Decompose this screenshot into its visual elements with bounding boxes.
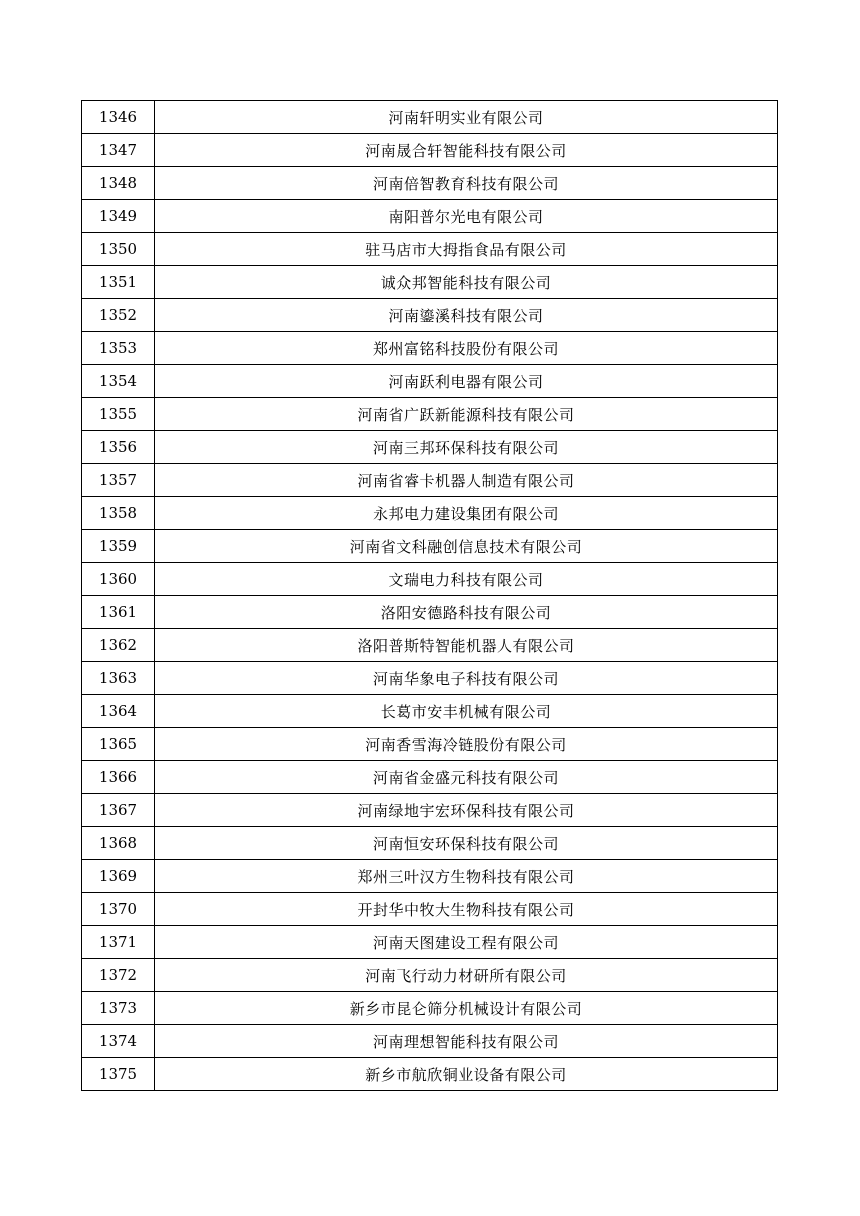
table-row	[82, 695, 778, 728]
row-number-cell: 1363	[82, 662, 155, 695]
company-name-cell: 郑州三叶汉方生物科技有限公司	[155, 860, 778, 893]
table-row	[82, 1058, 778, 1091]
company-list-table	[81, 100, 778, 1091]
table-row	[82, 233, 778, 266]
company-name-cell: 河南飞行动力材研所有限公司	[155, 959, 778, 992]
company-name-cell: 河南三邦环保科技有限公司	[155, 431, 778, 464]
company-name-cell: 河南省文科融创信息技术有限公司	[155, 530, 778, 563]
table-row	[82, 926, 778, 959]
table-row	[82, 893, 778, 926]
row-number-cell: 1369	[82, 860, 155, 893]
table-row	[82, 596, 778, 629]
table-row	[82, 761, 778, 794]
row-number-cell: 1368	[82, 827, 155, 860]
row-number-cell: 1370	[82, 893, 155, 926]
table-row	[82, 134, 778, 167]
company-list-body	[82, 101, 778, 1091]
company-name-cell: 河南天图建设工程有限公司	[155, 926, 778, 959]
company-name-cell: 河南鎏溪科技有限公司	[155, 299, 778, 332]
row-number-cell: 1350	[82, 233, 155, 266]
row-number-cell: 1371	[82, 926, 155, 959]
row-number-cell: 1352	[82, 299, 155, 332]
company-name-cell: 永邦电力建设集团有限公司	[155, 497, 778, 530]
company-name-cell: 河南理想智能科技有限公司	[155, 1025, 778, 1058]
table-row	[82, 728, 778, 761]
company-name-cell: 诚众邦智能科技有限公司	[155, 266, 778, 299]
company-name-cell: 开封华中牧大生物科技有限公司	[155, 893, 778, 926]
table-row	[82, 167, 778, 200]
table-row	[82, 299, 778, 332]
row-number-cell: 1367	[82, 794, 155, 827]
company-name-cell: 河南省金盛元科技有限公司	[155, 761, 778, 794]
table-row	[82, 332, 778, 365]
table-row	[82, 200, 778, 233]
table-row	[82, 497, 778, 530]
table-row	[82, 992, 778, 1025]
company-name-cell: 河南华象电子科技有限公司	[155, 662, 778, 695]
row-number-cell: 1359	[82, 530, 155, 563]
company-name-cell: 河南倍智教育科技有限公司	[155, 167, 778, 200]
row-number-cell: 1356	[82, 431, 155, 464]
table-row	[82, 398, 778, 431]
row-number-cell: 1347	[82, 134, 155, 167]
company-name-cell: 河南轩明实业有限公司	[155, 101, 778, 134]
row-number-cell: 1374	[82, 1025, 155, 1058]
row-number-cell: 1372	[82, 959, 155, 992]
company-name-cell: 河南恒安环保科技有限公司	[155, 827, 778, 860]
row-number-cell: 1346	[82, 101, 155, 134]
company-name-cell: 南阳普尔光电有限公司	[155, 200, 778, 233]
row-number-cell: 1357	[82, 464, 155, 497]
table-row	[82, 629, 778, 662]
company-name-cell: 新乡市航欣铜业设备有限公司	[155, 1058, 778, 1091]
table-row	[82, 860, 778, 893]
table-row	[82, 266, 778, 299]
company-name-cell: 长葛市安丰机械有限公司	[155, 695, 778, 728]
table-row	[82, 464, 778, 497]
row-number-cell: 1375	[82, 1058, 155, 1091]
row-number-cell: 1354	[82, 365, 155, 398]
table-row	[82, 101, 778, 134]
company-name-cell: 河南晟合轩智能科技有限公司	[155, 134, 778, 167]
row-number-cell: 1364	[82, 695, 155, 728]
table-row	[82, 365, 778, 398]
company-name-cell: 新乡市昆仑筛分机械设计有限公司	[155, 992, 778, 1025]
table-row	[82, 662, 778, 695]
row-number-cell: 1373	[82, 992, 155, 1025]
row-number-cell: 1358	[82, 497, 155, 530]
table-row	[82, 431, 778, 464]
row-number-cell: 1349	[82, 200, 155, 233]
company-name-cell: 河南香雪海冷链股份有限公司	[155, 728, 778, 761]
company-name-cell: 文瑞电力科技有限公司	[155, 563, 778, 596]
row-number-cell: 1366	[82, 761, 155, 794]
row-number-cell: 1353	[82, 332, 155, 365]
company-name-cell: 洛阳普斯特智能机器人有限公司	[155, 629, 778, 662]
company-name-cell: 河南省广跃新能源科技有限公司	[155, 398, 778, 431]
table-row	[82, 530, 778, 563]
row-number-cell: 1362	[82, 629, 155, 662]
table-row	[82, 827, 778, 860]
table-row	[82, 959, 778, 992]
company-name-cell: 河南绿地宇宏环保科技有限公司	[155, 794, 778, 827]
row-number-cell: 1355	[82, 398, 155, 431]
table-row	[82, 794, 778, 827]
row-number-cell: 1361	[82, 596, 155, 629]
company-name-cell: 驻马店市大拇指食品有限公司	[155, 233, 778, 266]
row-number-cell: 1348	[82, 167, 155, 200]
company-name-cell: 洛阳安德路科技有限公司	[155, 596, 778, 629]
company-name-cell: 河南省睿卡机器人制造有限公司	[155, 464, 778, 497]
row-number-cell: 1360	[82, 563, 155, 596]
company-name-cell: 郑州富铭科技股份有限公司	[155, 332, 778, 365]
table-row	[82, 1025, 778, 1058]
row-number-cell: 1365	[82, 728, 155, 761]
row-number-cell: 1351	[82, 266, 155, 299]
company-name-cell: 河南跃利电器有限公司	[155, 365, 778, 398]
table-row	[82, 563, 778, 596]
